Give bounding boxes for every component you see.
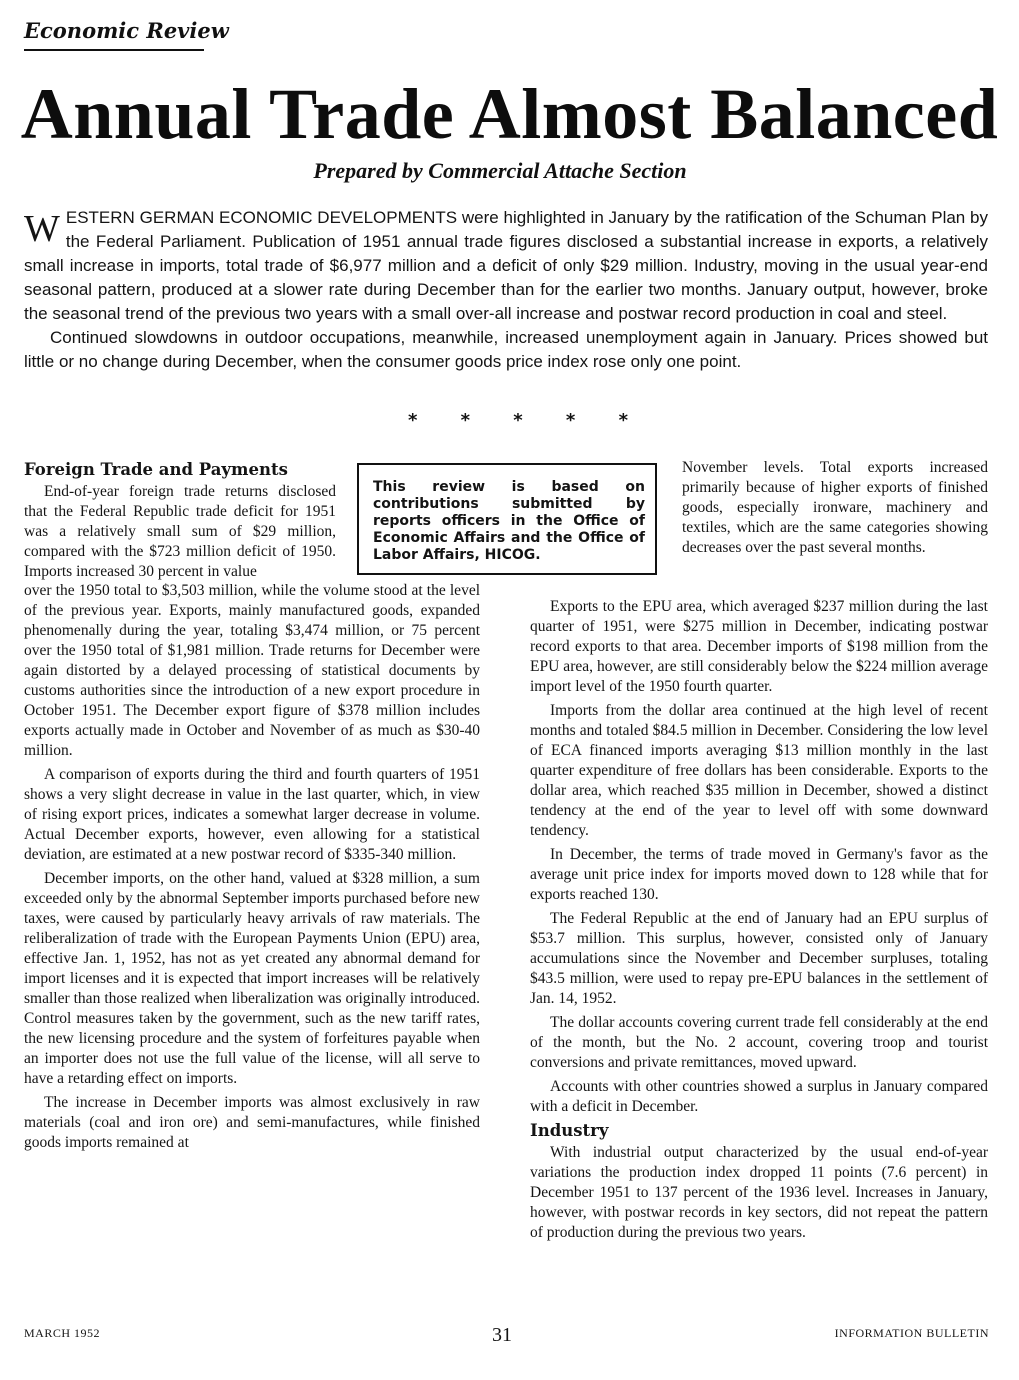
paragraph: The dollar accounts covering current trade fell considerably at the end of the month, but the No. 2 account, covering troop and tourist conversions and private remittances, moved upward. (530, 1014, 988, 1071)
paragraph: Imports from the dollar area continued at the high level of recent months and totaled $84.5 million in December. Considering the low level of ECA financed imports averaging $13 million monthly in the last quarter expenditure of free dollars has been considerable. Exports to the dollar area, which reached $35 million in December, showed a distinct tendency at the end of the year to level off with some downward tendency. (530, 702, 988, 839)
section-label: Economic Review (24, 18, 229, 43)
asterisk: * (408, 410, 418, 431)
paragraph: In December, the terms of trade moved in Germany's favor as the average unit price index for imports moved down to 128 while that for exports reached 130. (530, 846, 988, 903)
paragraph: With industrial output characterized by the usual end-of-year variations the production index dropped 11 points (7.6 percent) in December 1951 to 137 percent of the 1936 level. Increases in January, however, with postwar records in key sectors, did not repeat the pattern of production during the previous two years. (530, 1144, 988, 1241)
section-underline (24, 49, 204, 51)
asterisk: * (618, 410, 628, 431)
paragraph: End-of-year foreign trade returns disclosed that the Federal Republic trade deficit for 1951 was a relatively small sum of $29 million, compared with the $723 million deficit of 1950. Imports increased 30 percent in value (24, 483, 336, 580)
paragraph: The Federal Republic at the end of January had an EPU surplus of $53.7 million. This surplus, however, consisted only of January accumulations since the November and December surpluses, totaling $43.5 million, were used to repay pre-EPU balances in the settlement of Jan. 14, 1952. (530, 910, 988, 1007)
drop-cap: W (24, 208, 60, 250)
right-column (530, 597, 988, 1247)
section-separator (408, 410, 628, 431)
left-column (24, 581, 480, 1157)
lead-paragraph-1-text: ESTERN GERMAN ECONOMIC DEVELOPMENTS were highlighted in January by the ratification of the Schuman Plan by the Federal Parliament. Publication of 1951 annual trade figures disclosed a substantial increase in exports, a relatively small increase in imports, total trade of $6,977 million and a deficit of only $29 million. Industry, moving in the usual year-end seasonal pattern, produced at a slower rate during December than for the earlier two months. January output, however, broke the seasonal trend of the previous two years with a small over-all increase and postwar record production in coal and steel. (24, 208, 988, 323)
lead-paragraph-2: Continued slowdowns in outdoor occupations, meanwhile, increased unemployment again in January. Prices showed but little or no change during December, when the consumer goods price index rose only one point. (24, 328, 988, 371)
paragraph: Accounts with other countries showed a surplus in January compared with a deficit in December. (530, 1078, 988, 1115)
heading-foreign-trade: Foreign Trade and Payments (24, 460, 288, 479)
paragraph: Exports to the EPU area, which averaged $237 million during the last quarter of 1951, were $275 million in December, indicating postwar record exports to that area. December imports of $198 million from the EPU area, however, are still considerably below the $224 million average import level of the 1950 fourth quarter. (530, 598, 988, 695)
footer-date: MARCH 1952 (24, 1326, 101, 1340)
headline: Annual Trade Almost Balanced (20, 74, 999, 154)
asterisk: * (460, 410, 471, 431)
right-column-top (682, 458, 988, 562)
paragraph: The increase in December imports was almost exclusively in raw materials (coal and iron ore) and semi-manufactures, while finished goods imports remained at (24, 1094, 480, 1151)
left-column-top (24, 460, 336, 586)
paragraph: November levels. Total exports increased primarily because of higher exports of finished goods, especially ironware, machinery and textiles, which are the same categories showing decreases over the past several months. (682, 459, 988, 556)
page-number: 31 (492, 1324, 512, 1346)
paragraph: over the 1950 total to $3,503 million, while the volume stood at the level of the previous year. Exports, mainly manufactured goods, expanded phenomenally during the year, totaling $3,474 million, or 75 percent over the 1950 total of $1,981 million. Trade returns for December were again distorted by a delayed processing of statistical documents by customs authorities since the introduction of a new export procedure in October 1951. The December export figure of $378 million includes exports actually made in October and November of as much as $30-40 million. (24, 582, 480, 759)
byline: Prepared by Commercial Attache Section (313, 158, 687, 183)
paragraph: December imports, on the other hand, valued at $328 million, a sum exceeded only by the abnormal September imports purchased before new taxes, were caused by particularly heavy arrivals of raw materials. The reliberalization of trade with the European Payments Union (EPU) area, effective Jan. 1, 1952, has not as yet created any abnormal demand for import licenses and it is expected that import increases will be relatively smaller than those realized when liberalization was originally introduced. Control measures taken by the government, such as the new tariff rates, the new licensing procedure and the system of forfeitures payable when an importer does not use the full value of the license, will all serve to have a retarding effect on imports. (24, 870, 480, 1087)
asterisk: * (513, 410, 523, 431)
callout-box: This review is based on contributions submitted by reports officers in the Office of Economic Affairs and the Office of Labor Affairs, HICOG. (357, 463, 657, 575)
heading-industry: Industry (530, 1121, 609, 1140)
footer-publication: INFORMATION BULLETIN (834, 1326, 989, 1340)
lead-paragraphs (24, 206, 988, 374)
asterisk: * (565, 410, 576, 431)
lead-paragraph-1 (24, 206, 988, 326)
paragraph: A comparison of exports during the third and fourth quarters of 1951 shows a very slight decrease in value in the last quarter, which, in view of rising export prices, indicates a somewhat larger decrease in volume. Actual December exports, however, even allowing for a statistical deviation, are estimated at a new postwar record of $335-340 million. (24, 766, 480, 863)
